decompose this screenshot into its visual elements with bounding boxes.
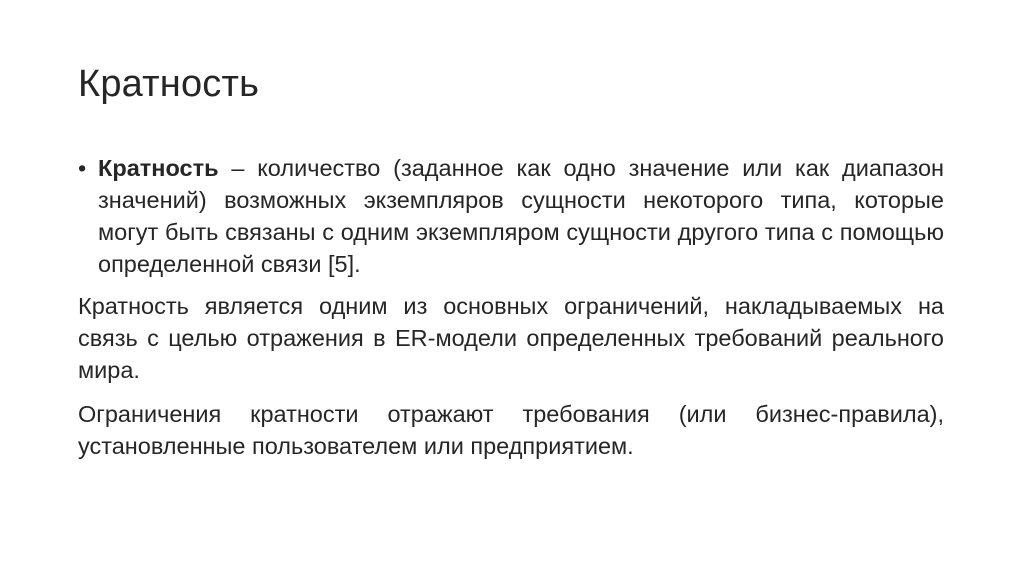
paragraph-2: Ограничения кратности отражают требования (или бизнес-правила), установленные пользователем или предприятием. bbox=[78, 401, 944, 459]
bullet-text: – количество (заданное как одно значение или как диапазон значений) возможных экземпляров сущности некоторого типа, которые могут быть связаны с одним экземпляром сущности другого типа с помощью определенной связи [5]. bbox=[98, 155, 944, 277]
bullet-term: Кратность bbox=[98, 155, 219, 181]
slide-title: Кратность bbox=[78, 63, 260, 105]
slide-content bbox=[78, 152, 944, 474]
bullet-item bbox=[78, 152, 944, 280]
paragraph-1: Кратность является одним из основных ограничений, накладываемых на связь с целью отражения в ER-модели определенных требований реального мира. bbox=[78, 293, 944, 383]
